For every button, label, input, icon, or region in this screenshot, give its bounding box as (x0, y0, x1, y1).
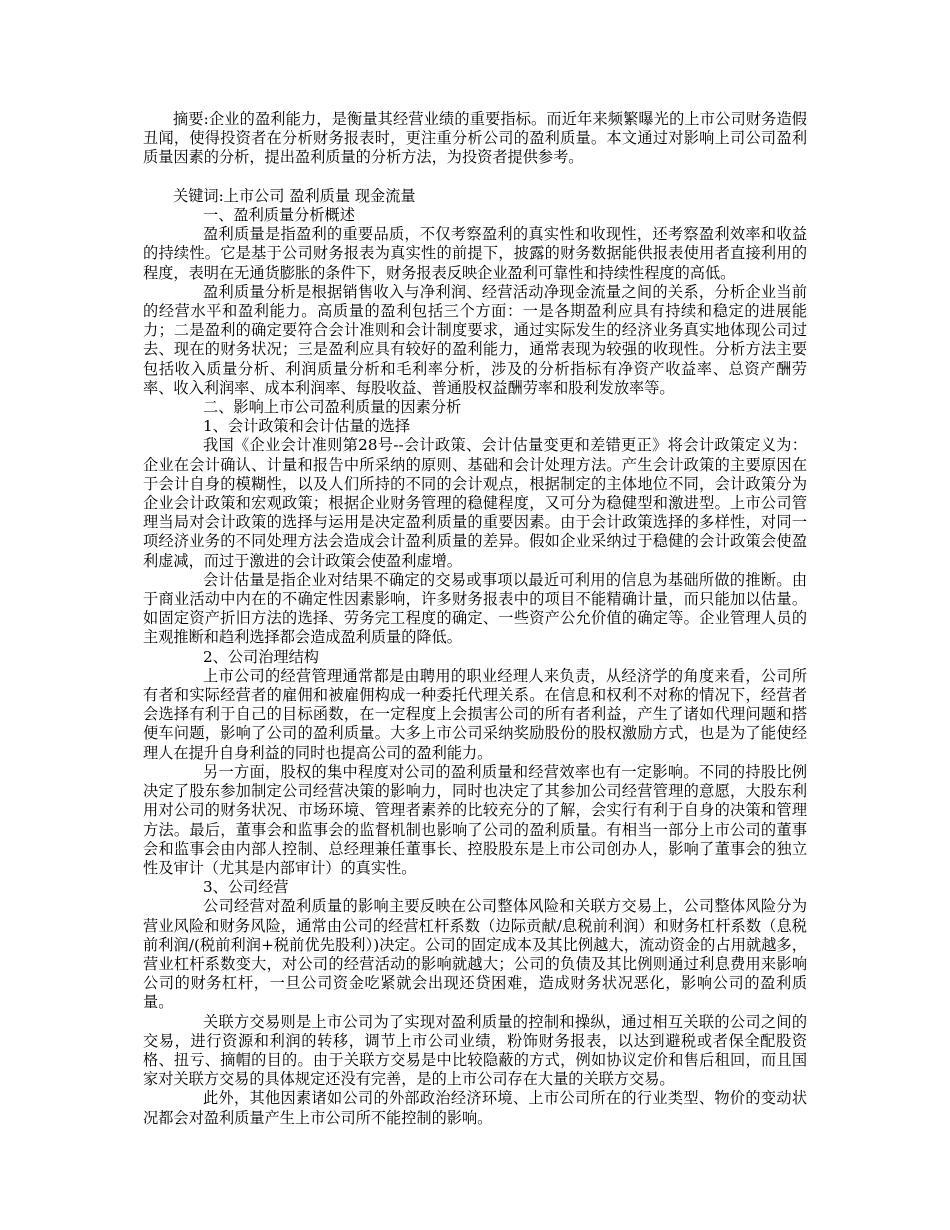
keywords-line: 关键词:上市公司 盈利质量 现金流量 (173, 186, 416, 205)
section-1-heading: 一、盈利质量分析概述 (203, 206, 355, 224)
paragraph: 上市公司的经营管理通常都是由聘用的职业经理人来负责，从经济学的角度来看，公司所有者和实际经营者的雇佣和被雇佣构成一种委托代理关系。在信息和权利不对称的情况下，经营者会选择有利于自己的目标函数，在一定程度上会损害公司的所有者利益，产生了诸如代理问题和搭便车问题，影响了公司的盈利质量。大多上市公司采纳奖励股份的股权激励方式，也是为了能使经理人在提升自身利益的同时也提高公司的盈利能力。 (143, 666, 807, 762)
section-2-heading: 二、影响上市公司盈利质量的因素分析 (203, 398, 462, 417)
paragraph: 会计估量是指企业对结果不确定的交易或事项以最近可利用的信息为基础所做的推断。由于商业活动中内在的不确定性因素影响，许多财务报表中的项目不能精确计量，而只能加以估量。如固定资产折旧方法的选择、劳务完工程度的确定、一些资产公允价值的确定等。企业管理人员的主观推断和趋利选择都会造成盈利质量的降低。 (143, 570, 807, 647)
paragraph: 此外，其他因素诸如公司的外部政治经济环境、上市公司所在的行业类型、物价的变动状况都会对盈利质量产生上市公司所不能控制的影响。 (143, 1089, 807, 1127)
paragraph: 公司经营对盈利质量的影响主要反映在公司整体风险和关联方交易上，公司整体风险分为营业风险和财务风险，通常由公司的经营杠杆系数（边际贡献/息税前利润）和财务杠杆系数（息税前利润/(税前利润+税前优先股利）)决定。公司的固定成本及其比例越大，流动资金的占用就越多，营业杠杆系数变大，对公司的经营活动的影响就越大；公司的负债及其比例则通过利息费用来影响公司的财务杠杆，一旦公司资金吃紧就会出现还贷困难，造成财务状况恶化，影响公司的盈利质量。 (143, 897, 807, 1012)
blank-line (143, 168, 807, 187)
paragraph: 另一方面，股权的集中程度对公司的盈利质量和经营效率也有一定影响。不同的持股比例决定了股东参加制定公司经营决策的影响力，同时也决定了其参加公司经营管理的意愿，大股东利用对公司的财务状况、市场环境、管理者素养的比较充分的了解，会实行有利于自身的决策和管理方法。最后，董事会和监事会的监督机制也影响了公司的盈利质量。有相当一部分上市公司的董事会和监事会由内部人控制、总经理兼任董事长、控股股东是上市公司创办人，影响了董事会的独立性及审计（尤其是内部审计）的真实性。 (143, 762, 807, 877)
paragraph: 关联方交易则是上市公司为了实现对盈利质量的控制和操纵，通过相互关联的公司之间的交易，进行资源和利润的转移，调节上市公司业绩，粉饰财务报表，以达到避税或者保全配股资格、扭亏、摘帽的目的。由于关联方交易是中比较隐蔽的方式，例如协议定价和售后租回，而且国家对关联方交易的具体规定还没有完善，是的上市公司存在大量的关联方交易。 (143, 1012, 807, 1089)
paragraph: 我国《企业会计准则第28号--会计政策、会计估量变更和差错更正》将会计政策定义为：企业在会计确认、计量和报告中所采纳的原则、基础和会计处理方法。产生会计政策的主要原因在于会计自身的模糊性，以及人们所持的不同的会计观点，根据制定的主体地位不同，会计政策分为企业会计政策和宏观政策；根据企业财务管理的稳健程度，又可分为稳健型和激进型。上市公司管理当局对会计政策的选择与运用是决定盈利质量的重要因素。由于会计政策选择的多样性，对同一项经济业务的不同处理方法会造成会计盈利质量的差异。假如企业采纳过于稳健的会计政策会使盈利虚减，而过于激进的会计政策会使盈利虚增。 (143, 436, 807, 570)
document-body (143, 110, 807, 1128)
subsection-1-heading: 1、会计政策和会计估量的选择 (203, 417, 411, 436)
paragraph: 盈利质量分析是根据销售收入与净利润、经营活动净现金流量之间的关系，分析企业当前的经营水平和盈利能力。高质量的盈利包括三个方面：一是各期盈利应具有持续和稳定的进展能力；二是盈利的确定要符合会计准则和会计制度要求，通过实际发生的经济业务真实地体现公司过去、现在的财务状况；三是盈利应具有较好的盈利能力，通常表现为较强的收现性。分析方法主要包括收入质量分析、利润质量分析和毛利率分析，涉及的分析指标有净资产收益率、总资产酬劳率、收入利润率、成本利润率、每股收益、普通股权益酬劳率和股利发放率等。 (143, 282, 807, 397)
subsection-2-heading: 2、公司治理结构 (203, 647, 319, 666)
abstract-paragraph: 摘要:企业的盈利能力，是衡量其经营业绩的重要指标。而近年来频繁曝光的上市公司财务造假丑闻，使得投资者在分析财务报表时，更注重分析公司的盈利质量。本文通过对影响上司公司盈利质量因素的分析，提出盈利质量的分析方法，为投资者提供参考。 (143, 110, 807, 167)
subsection-3-heading: 3、公司经营 (203, 878, 289, 897)
paragraph: 盈利质量是指盈利的重要品质，不仅考察盈利的真实性和收现性，还考察盈利效率和收益的持续性。它是基于公司财务报表为真实性的前提下，披露的财务数据能供报表使用者直接利用的程度，表明在无通货膨胀的条件下，财务报表反映企业盈利可靠性和持续性程度的高低。 (143, 225, 807, 282)
